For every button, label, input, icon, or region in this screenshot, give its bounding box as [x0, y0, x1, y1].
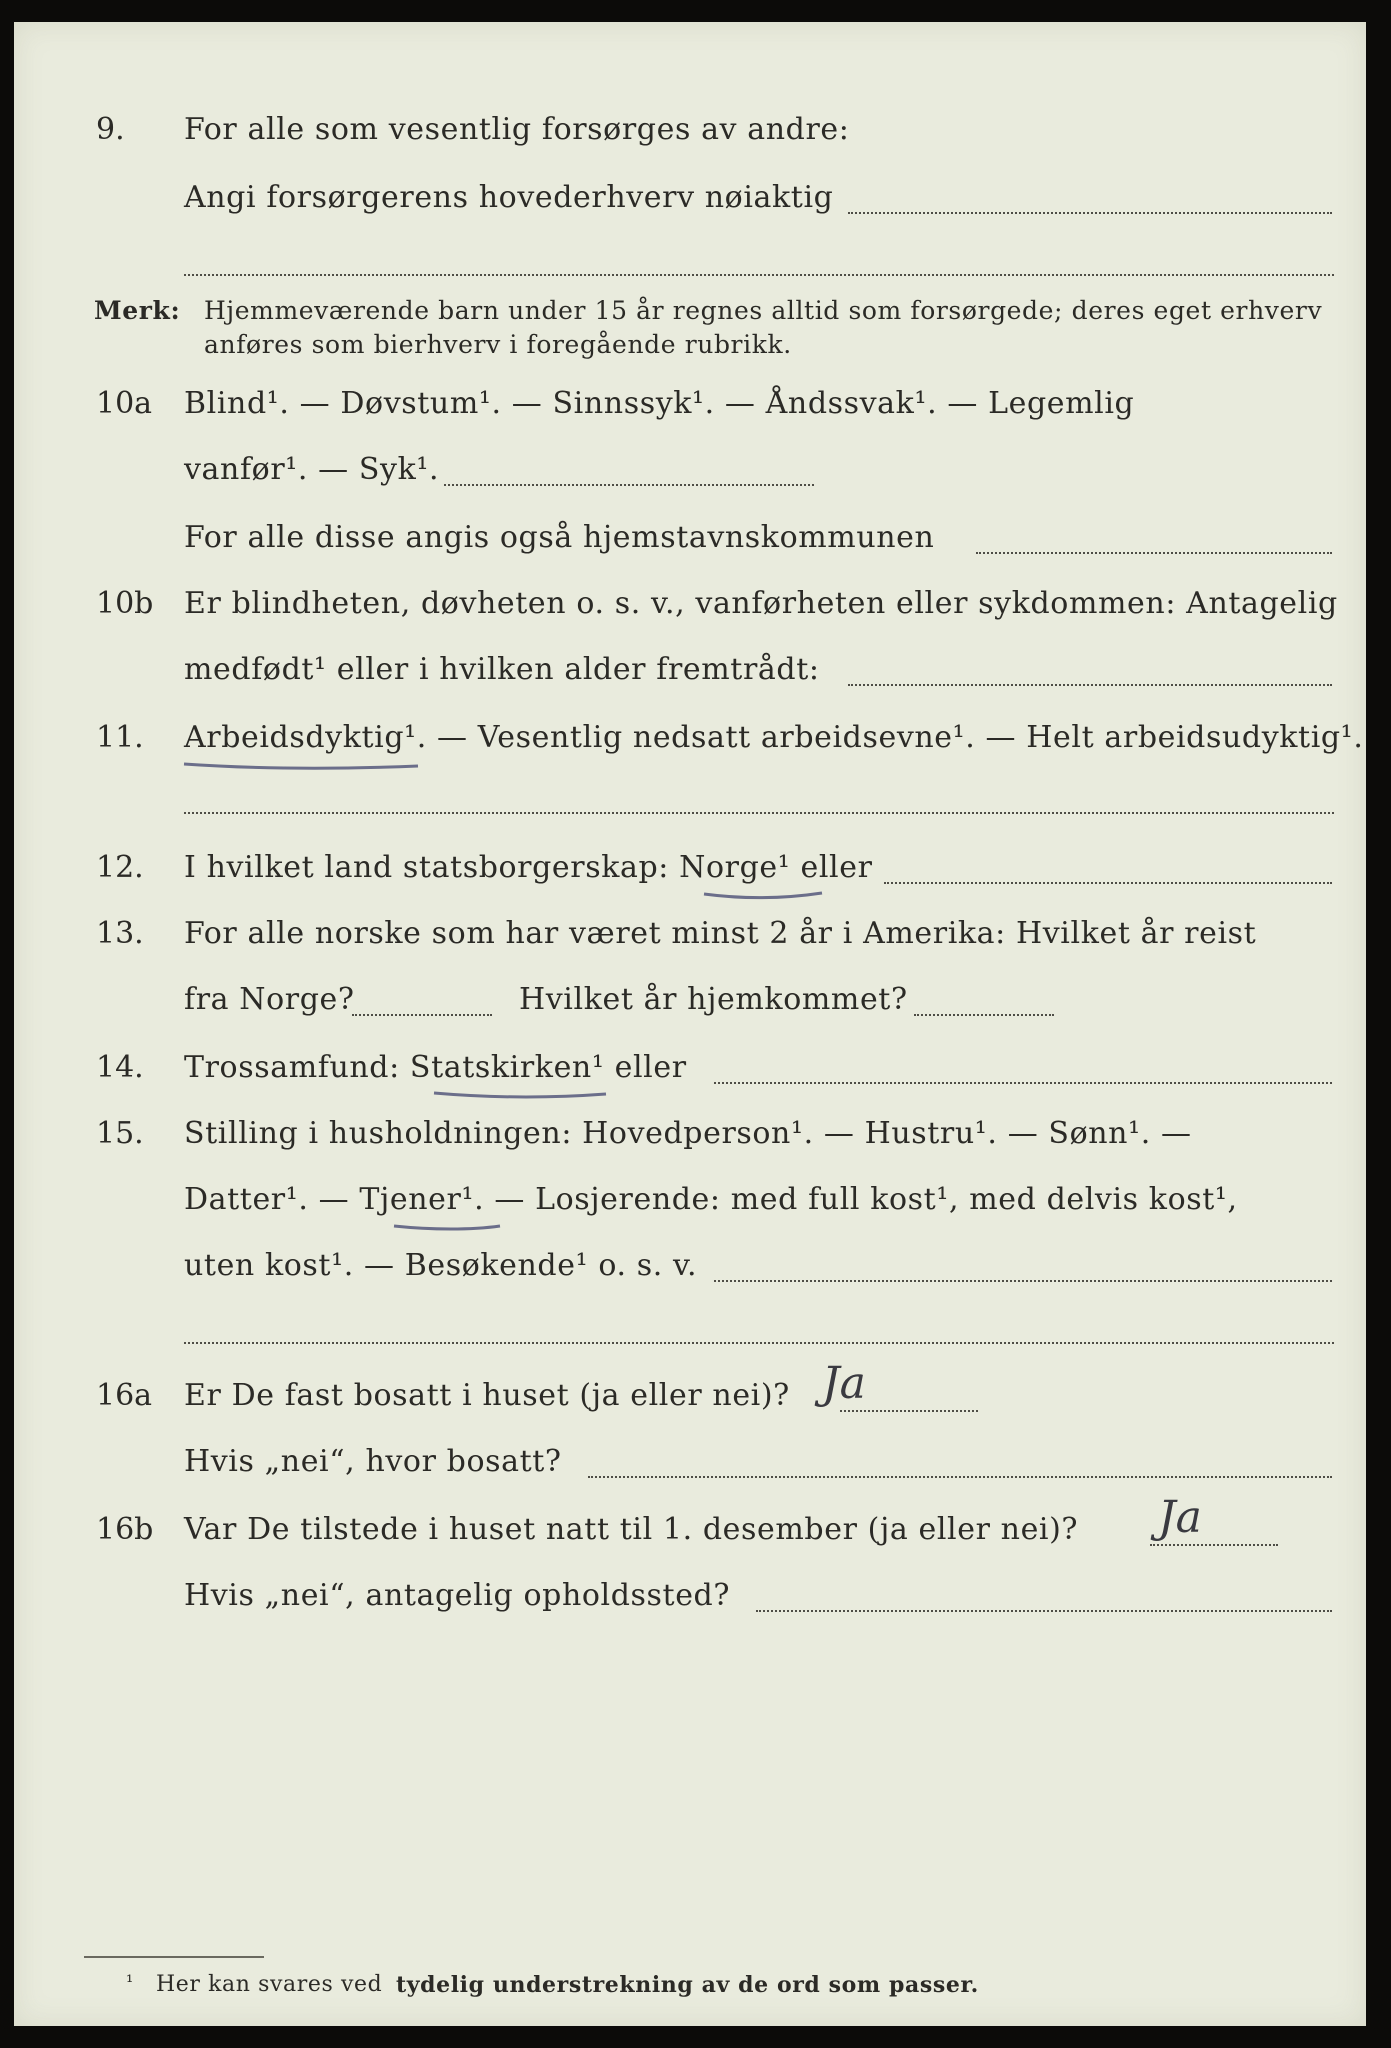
question-13-line2b: Hvilket år hjemkommet? — [519, 982, 908, 1017]
question-16a-handwritten-answer: Ja — [822, 1358, 866, 1409]
question-16a-line2: Hvis „nei“, hvor bosatt? — [184, 1444, 562, 1479]
question-10a-answer-field[interactable] — [444, 484, 814, 486]
question-11-number: 11. — [96, 720, 144, 755]
note-label: Merk: — [94, 296, 181, 325]
note-line2: anføres som bierhverv i foregående rubrikk. — [204, 330, 792, 359]
question-15-number: 15. — [96, 1116, 144, 1151]
question-16b-location-field[interactable] — [756, 1610, 1332, 1612]
question-9-line1: For alle som vesentlig forsørges av andre: — [184, 112, 850, 147]
question-14-line1: Trossamfund: Statskirken¹ eller — [184, 1050, 687, 1085]
question-15-handwritten-underline — [392, 1220, 502, 1234]
question-9-answer-field[interactable] — [848, 212, 1332, 214]
question-10b-line2: medfødt¹ eller i hvilken alder fremtrådt: — [184, 652, 820, 687]
question-10a-line3: For alle disse angis også hjemstavnskommunen — [184, 520, 935, 555]
question-16a-residence-field[interactable] — [588, 1476, 1332, 1478]
question-9-number: 9. — [96, 112, 125, 147]
question-16a-line1: Er De fast bosatt i huset (ja eller nei)? — [184, 1378, 790, 1413]
question-15-line2: Datter¹. — Tjener¹. — Losjerende: med full kost¹, med delvis kost¹, — [184, 1182, 1238, 1217]
question-15-line3: uten kost¹. — Besøkende¹ o. s. v. — [184, 1248, 698, 1283]
question-13-line1: For alle norske som har været minst 2 år i Amerika: Hvilket år reist — [184, 916, 1257, 951]
question-15-answer-field[interactable] — [714, 1280, 1332, 1282]
question-16b-answer-field[interactable] — [1150, 1544, 1278, 1546]
question-15-answer-field-2[interactable] — [184, 1342, 1334, 1344]
footnote-text-a: Her kan svares ved — [156, 1972, 383, 1997]
question-9-answer-field-2[interactable] — [184, 274, 1334, 276]
question-13-line2a: fra Norge? — [184, 982, 355, 1017]
footnote-text-b: tydelig understrekning av de ord som passer. — [396, 1972, 979, 1998]
question-13-number: 13. — [96, 916, 144, 951]
footnote-rule — [84, 1956, 264, 1958]
question-10b-line1: Er blindheten, døvheten o. s. v., vanførheten eller sykdommen: Antagelig — [184, 586, 1338, 621]
question-12-handwritten-underline — [702, 888, 824, 902]
question-13-departure-year-field[interactable] — [352, 1014, 492, 1016]
question-9-line2: Angi forsørgerens hovederhverv nøiaktig — [184, 180, 834, 215]
question-15-line1: Stilling i husholdningen: Hovedperson¹. — Hustru¹. — Sønn¹. — — [184, 1116, 1192, 1151]
question-10a-line1: Blind¹. — Døvstum¹. — Sinnssyk¹. — Åndssvak¹. — Legemlig — [184, 386, 1135, 421]
question-10a-line2: vanfør¹. — Syk¹. — [184, 452, 440, 487]
question-16b-handwritten-answer: Ja — [1158, 1492, 1202, 1543]
question-16a-number: 16a — [96, 1378, 153, 1413]
question-10a-number: 10a — [96, 386, 153, 421]
question-11-answer-field[interactable] — [184, 812, 1334, 814]
question-10a-municipality-field[interactable] — [976, 552, 1332, 554]
question-16a-answer-field[interactable] — [840, 1410, 978, 1412]
question-11-line1: Arbeidsdyktig¹. — Vesentlig nedsatt arbeidsevne¹. — Helt arbeidsudyktig¹. — [184, 720, 1364, 755]
question-16b-number: 16b — [96, 1512, 154, 1547]
question-13-return-year-field[interactable] — [914, 1014, 1054, 1016]
question-12-answer-field[interactable] — [884, 882, 1332, 884]
question-10b-answer-field[interactable] — [848, 684, 1332, 686]
question-14-handwritten-underline — [432, 1088, 608, 1102]
census-form-page — [14, 22, 1366, 2026]
question-14-number: 14. — [96, 1050, 144, 1085]
question-12-line1: I hvilket land statsborgerskap: Norge¹ eller — [184, 850, 873, 885]
question-11-handwritten-underline — [182, 758, 422, 772]
question-16b-line1: Var De tilstede i huset natt til 1. desember (ja eller nei)? — [184, 1512, 1079, 1547]
note-line1: Hjemmeværende barn under 15 år regnes alltid som forsørgede; deres eget erhverv — [204, 296, 1323, 325]
question-10b-number: 10b — [96, 586, 154, 621]
question-12-number: 12. — [96, 850, 144, 885]
question-14-answer-field[interactable] — [714, 1082, 1332, 1084]
footnote-mark: ¹ — [126, 1972, 134, 1993]
question-16b-line2: Hvis „nei“, antagelig opholdssted? — [184, 1578, 731, 1613]
